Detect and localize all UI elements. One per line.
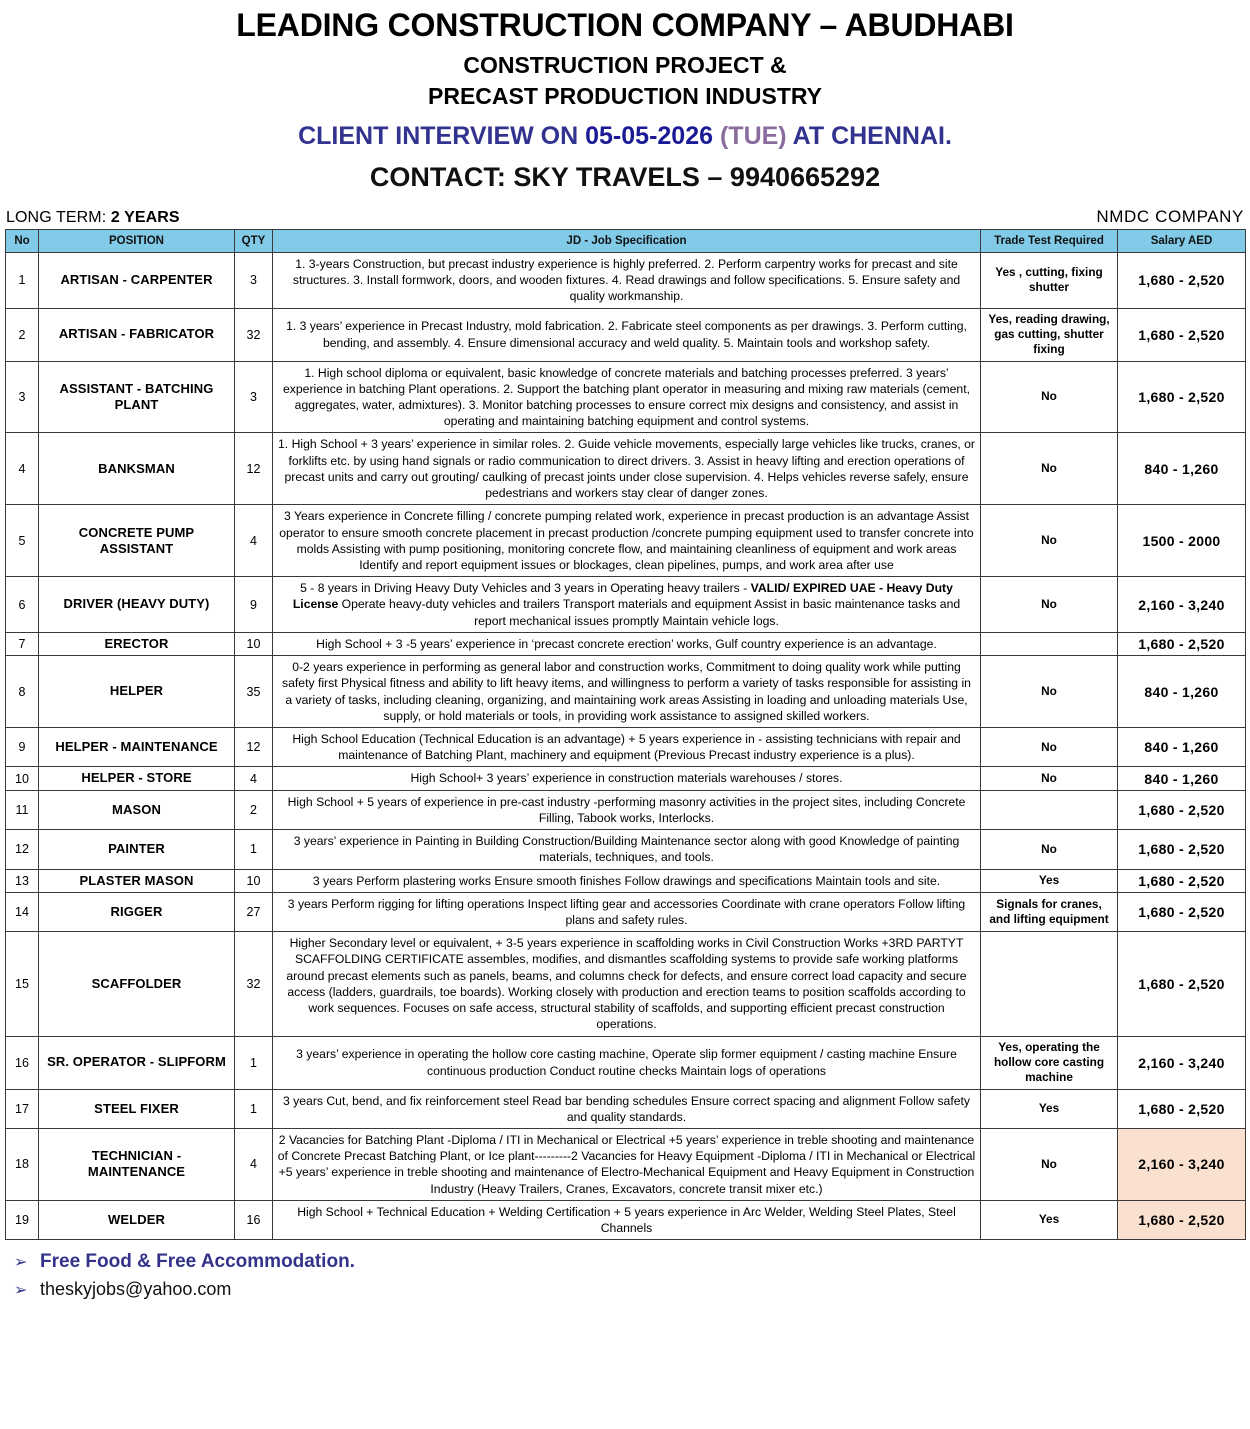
position-cell: ARTISAN - CARPENTER: [39, 252, 235, 308]
contact-line: CONTACT: SKY TRAVELS – 9940665292: [369, 161, 881, 192]
contact-email[interactable]: theskyjobs@yahoo.com: [40, 1279, 232, 1300]
trade-test-cell: Yes: [981, 1200, 1118, 1239]
row-number-cell: 3: [6, 361, 39, 433]
position-cell: ARTISAN - FABRICATOR: [39, 308, 235, 361]
quantity-cell: 10: [235, 632, 273, 655]
column-header-qty: QTY: [235, 229, 273, 252]
footer-line-benefits: [8, 1251, 1242, 1273]
quantity-cell: 9: [235, 577, 273, 633]
salary-cell: 1,680 - 2,520: [1118, 869, 1246, 892]
trade-test-cell: Signals for cranes, and lifting equipment: [981, 892, 1118, 931]
quantity-cell: 35: [235, 656, 273, 728]
row-number-cell: 6: [6, 577, 39, 633]
position-cell: PAINTER: [39, 830, 235, 869]
job-spec-cell: 1. 3 years’ experience in Precast Industry, mold fabrication. 2. Fabricate steel components as per drawings. 3. Perform cutting, bending, and assembly. 4. Ensure dimensional accuracy and weld quality. 5. Maintain tools and workshop safety.: [273, 308, 981, 361]
row-number-cell: 9: [6, 727, 39, 766]
column-header-trade-test: Trade Test Required: [981, 229, 1118, 252]
trade-test-cell: No: [981, 727, 1118, 766]
position-cell: ERECTOR: [39, 632, 235, 655]
row-number-cell: 17: [6, 1089, 39, 1128]
jobs-table: [5, 229, 1246, 1240]
table-row: [6, 1036, 1246, 1089]
quantity-cell: 1: [235, 1089, 273, 1128]
salary-cell: 1500 - 2000: [1118, 505, 1246, 577]
long-term-value: 2 YEARS: [110, 208, 180, 226]
quantity-cell: 12: [235, 433, 273, 505]
salary-cell: 840 - 1,260: [1118, 656, 1246, 728]
job-spec-cell: Higher Secondary level or equivalent, + 3-5 years experience in scaffolding works in Civil Construction Works +3RD PARTYT SCAFFOLDING CERTIFICATE assembles, modifies, and dismantles scaffolding systems to provide safe working platforms around precast elements such as panels, beams, and columns check for defects, and ensure correct load capacity and secure access (ladders, guardrails, toe boards). Working closely with production and erection teams to position scaffolds according to work sequences. Focuses on safe access, structural stability of scaffolds, and supporting efficient precast construction operations.: [273, 932, 981, 1036]
interview-prefix: CLIENT INTERVIEW ON: [298, 121, 579, 150]
position-cell: DRIVER (HEAVY DUTY): [39, 577, 235, 633]
table-row: [6, 632, 1246, 655]
salary-cell: 1,680 - 2,520: [1118, 252, 1246, 308]
trade-test-cell: No: [981, 433, 1118, 505]
position-cell: HELPER - MAINTENANCE: [39, 727, 235, 766]
trade-test-cell: Yes: [981, 869, 1118, 892]
job-spec-cell: High School + Technical Education + Welding Certification + 5 years experience in Arc Welder, Welding Steel Plates, Steel Channels: [273, 1200, 981, 1239]
interview-day: (TUE): [719, 121, 787, 150]
interview-location: AT CHENNAI.: [792, 121, 952, 150]
job-spec-cell: High School+ 3 years’ experience in construction materials warehouses / stores.: [273, 767, 981, 790]
job-spec-cell: 3 years Perform plastering works Ensure smooth finishes Follow drawings and specifications Maintain tools and site.: [273, 869, 981, 892]
table-row: [6, 1200, 1246, 1239]
salary-cell: 1,680 - 2,520: [1118, 361, 1246, 433]
job-spec-cell: High School + 3 -5 years’ experience in ‘precast concrete erection’ works, Gulf country experience is an advantage.: [273, 632, 981, 655]
trade-test-cell: No: [981, 577, 1118, 633]
row-number-cell: 15: [6, 932, 39, 1036]
salary-cell: 1,680 - 2,520: [1118, 632, 1246, 655]
trade-test-cell: [981, 790, 1118, 829]
row-number-cell: 4: [6, 433, 39, 505]
table-row: [6, 790, 1246, 829]
position-cell: STEEL FIXER: [39, 1089, 235, 1128]
footer-line-email: [8, 1279, 1242, 1300]
interview-announcement: [0, 121, 1250, 151]
salary-cell: 1,680 - 2,520: [1118, 1200, 1246, 1239]
column-header-no: No: [6, 229, 39, 252]
row-number-cell: 10: [6, 767, 39, 790]
job-spec-cell: 5 - 8 years in Driving Heavy Duty Vehicles and 3 years in Operating heavy trailers - VALID/ EXPIRED UAE - Heavy Duty License Operate heavy-duty vehicles and trailers Transport materials and equipment Assist in basic maintenance tasks and report mechanical issues promptly Maintain vehicle logs.: [273, 577, 981, 633]
interview-date: 05-05-2026: [585, 121, 714, 150]
quantity-cell: 4: [235, 1128, 273, 1200]
table-row: [6, 932, 1246, 1036]
trade-test-cell: No: [981, 830, 1118, 869]
position-cell: ASSISTANT - BATCHING PLANT: [39, 361, 235, 433]
table-row: [6, 656, 1246, 728]
position-cell: CONCRETE PUMP ASSISTANT: [39, 505, 235, 577]
table-row: [6, 892, 1246, 931]
table-header-row: [6, 229, 1246, 252]
arrow-bullet-icon: ➢: [14, 1281, 28, 1299]
salary-cell: 2,160 - 3,240: [1118, 1128, 1246, 1200]
arrow-bullet-icon: ➢: [14, 1254, 28, 1272]
job-spec-cell: 1. High school diploma or equivalent, basic knowledge of concrete materials and batching processes preferred. 3 years’ experience in batching Plant operations. 2. Support the batching plant operator in measuring and mixing raw materials (cement, aggregates, water, admixtures). 3. Monitor batching processes to ensure correct mix designs and consistency, and assist in operating and maintaining batching equipment and control systems.: [273, 361, 981, 433]
quantity-cell: 3: [235, 361, 273, 433]
table-row: [6, 869, 1246, 892]
salary-cell: 2,160 - 3,240: [1118, 1036, 1246, 1089]
trade-test-cell: [981, 932, 1118, 1036]
position-cell: HELPER: [39, 656, 235, 728]
row-number-cell: 5: [6, 505, 39, 577]
position-cell: RIGGER: [39, 892, 235, 931]
salary-cell: 840 - 1,260: [1118, 727, 1246, 766]
table-row: [6, 433, 1246, 505]
row-number-cell: 14: [6, 892, 39, 931]
long-term-label: [6, 209, 180, 227]
salary-cell: 2,160 - 3,240: [1118, 577, 1246, 633]
trade-test-cell: No: [981, 505, 1118, 577]
row-number-cell: 18: [6, 1128, 39, 1200]
page-title: LEADING CONSTRUCTION COMPANY – ABUDHABI: [236, 7, 1014, 43]
table-row: [6, 577, 1246, 633]
salary-cell: 1,680 - 2,520: [1118, 892, 1246, 931]
salary-cell: 1,680 - 2,520: [1118, 830, 1246, 869]
quantity-cell: 27: [235, 892, 273, 931]
column-header-position: POSITION: [39, 229, 235, 252]
long-term-key: LONG TERM:: [6, 208, 107, 226]
salary-cell: 1,680 - 2,520: [1118, 1089, 1246, 1128]
trade-test-cell: No: [981, 361, 1118, 433]
table-row: [6, 308, 1246, 361]
column-header-salary: Salary AED: [1118, 229, 1246, 252]
position-cell: MASON: [39, 790, 235, 829]
position-cell: PLASTER MASON: [39, 869, 235, 892]
position-cell: WELDER: [39, 1200, 235, 1239]
job-spec-cell: 3 Years experience in Concrete filling / concrete pumping related work, experience in precast production is an advantage Assist operator to ensure smooth concrete placement in precast production /concrete pumping equipment used to transfer concrete into molds Assisting with pump positioning, monitoring concrete flow, and maintaining cleanliness of equipment and work areas Identify and report equipment issues or blockages, clean pipelines, pumps, and work area after use: [273, 505, 981, 577]
benefits-text: Free Food & Free Accommodation.: [40, 1251, 355, 1273]
trade-test-cell: Yes, operating the hollow core casting machine: [981, 1036, 1118, 1089]
row-number-cell: 2: [6, 308, 39, 361]
table-row: [6, 361, 1246, 433]
trade-test-cell: Yes: [981, 1089, 1118, 1128]
table-row: [6, 727, 1246, 766]
table-row: [6, 767, 1246, 790]
subtitle-line-1: CONSTRUCTION PROJECT &: [463, 51, 787, 78]
quantity-cell: 16: [235, 1200, 273, 1239]
job-spec-cell: 0-2 years experience in performing as general labor and construction works, Commitment to doing quality work while putting safety first Physical fitness and ability to lift heavy items, and willingness to perform a variety of tasks responsible for assisting in a variety of tasks, including cleaning, organizing, and maintaining work areas Assisting in loading and unloading materials Use, supply, or hold materials or tools, in providing work assistance to assigned skilled workers.: [273, 656, 981, 728]
row-number-cell: 11: [6, 790, 39, 829]
table-row: [6, 252, 1246, 308]
row-number-cell: 13: [6, 869, 39, 892]
column-header-jd: JD - Job Specification: [273, 229, 981, 252]
table-row: [6, 1089, 1246, 1128]
subtitle-line-2: PRECAST PRODUCTION INDUSTRY: [428, 82, 822, 109]
job-spec-cell: 3 years’ experience in Painting in Building Construction/Building Maintenance sector along with good Knowledge of painting materials, techniques, and tools.: [273, 830, 981, 869]
job-spec-cell: High School Education (Technical Education is an advantage) + 5 years experience in - assisting technicians with repair and maintenance of Batching Plant, machinery and equipment (Previous Precast industry experience is a plus).: [273, 727, 981, 766]
trade-test-cell: No: [981, 1128, 1118, 1200]
salary-cell: 1,680 - 2,520: [1118, 932, 1246, 1036]
quantity-cell: 10: [235, 869, 273, 892]
quantity-cell: 3: [235, 252, 273, 308]
row-number-cell: 1: [6, 252, 39, 308]
row-number-cell: 12: [6, 830, 39, 869]
salary-cell: 1,680 - 2,520: [1118, 308, 1246, 361]
job-spec-cell: 3 years Cut, bend, and fix reinforcement steel Read bar bending schedules Ensure correct spacing and alignment Follow safety and quality standards.: [273, 1089, 981, 1128]
position-cell: SR. OPERATOR - SLIPFORM: [39, 1036, 235, 1089]
salary-cell: 1,680 - 2,520: [1118, 790, 1246, 829]
job-spec-cell: 3 years Perform rigging for lifting operations Inspect lifting gear and accessories Coordinate with crane operators Follow lifting plans and safety rules.: [273, 892, 981, 931]
job-spec-cell: High School + 5 years of experience in pre-cast industry -performing masonry activities in the project sites, including Concrete Filling, Tabook works, Interlocks.: [273, 790, 981, 829]
row-number-cell: 19: [6, 1200, 39, 1239]
position-cell: BANKSMAN: [39, 433, 235, 505]
salary-cell: 840 - 1,260: [1118, 767, 1246, 790]
quantity-cell: 2: [235, 790, 273, 829]
quantity-cell: 1: [235, 830, 273, 869]
trade-test-cell: [981, 632, 1118, 655]
document-header: [0, 0, 1250, 201]
trade-test-cell: Yes, reading drawing, gas cutting, shutter fixing: [981, 308, 1118, 361]
row-number-cell: 8: [6, 656, 39, 728]
meta-bar: [0, 201, 1250, 229]
trade-test-cell: Yes , cutting, fixing shutter: [981, 252, 1118, 308]
job-spec-cell: 1. 3-years Construction, but precast industry experience is highly preferred. 2. Perform carpentry works for precast and site structures. 3. Install formwork, doors, and wooden fixtures. 4. Read drawings and follow specifications. 5. Ensure safety and quality workmanship.: [273, 252, 981, 308]
job-spec-cell: 1. High School + 3 years’ experience in similar roles. 2. Guide vehicle movements, especially large vehicles like trucks, cranes, or forklifts etc. by using hand signals or radio communication to direct drivers. 3. Assist in heavy lifting and erection operations of precast units and carry out grouting/ caulking of precast joints under close supervision. 4. Helps vehicles reverse safely, ensure pedestrians and workers stay clear of danger zones.: [273, 433, 981, 505]
quantity-cell: 32: [235, 308, 273, 361]
table-row: [6, 505, 1246, 577]
salary-cell: 840 - 1,260: [1118, 433, 1246, 505]
position-cell: SCAFFOLDER: [39, 932, 235, 1036]
quantity-cell: 4: [235, 505, 273, 577]
job-spec-cell: 2 Vacancies for Batching Plant -Diploma / ITI in Mechanical or Electrical +5 years’ experience in treble shooting and maintenance of Concrete Precast Batching Plant, or Ice plant---------2 Vacancies for Heavy Equipment -Diploma / ITI in Mechanical or Electrical +5 years’ experience in treble shooting and maintenance of Electro-Mechanical Equipment and Heavy Equipment in Construction Industry (Heavy Trailers, Cranes, Excavators, concrete transit mixer etc.): [273, 1128, 981, 1200]
job-spec-cell: 3 years’ experience in operating the hollow core casting machine, Operate slip former equipment / casting machine Ensure continuous production Conduct routine checks Maintain logs of operations: [273, 1036, 981, 1089]
position-cell: HELPER - STORE: [39, 767, 235, 790]
trade-test-cell: No: [981, 656, 1118, 728]
quantity-cell: 4: [235, 767, 273, 790]
position-cell: TECHNICIAN - MAINTENANCE: [39, 1128, 235, 1200]
row-number-cell: 7: [6, 632, 39, 655]
document-footer: [0, 1240, 1250, 1310]
quantity-cell: 1: [235, 1036, 273, 1089]
quantity-cell: 32: [235, 932, 273, 1036]
table-row: [6, 830, 1246, 869]
quantity-cell: 12: [235, 727, 273, 766]
client-company-label: NMDC COMPANY: [1096, 206, 1244, 226]
row-number-cell: 16: [6, 1036, 39, 1089]
trade-test-cell: No: [981, 767, 1118, 790]
table-row: [6, 1128, 1246, 1200]
